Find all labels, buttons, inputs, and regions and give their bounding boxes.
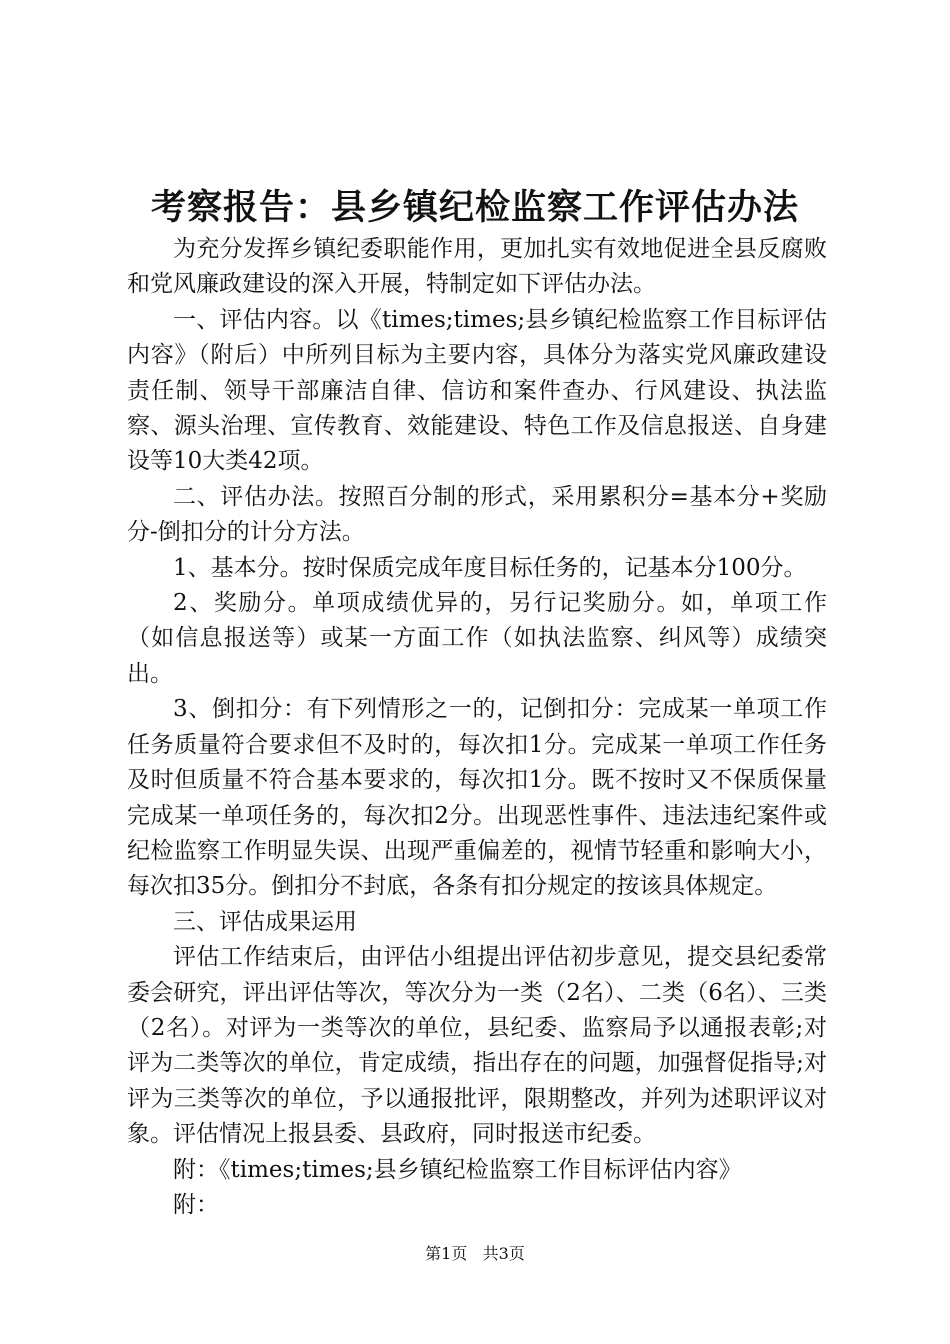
page-total: 共3页 <box>482 1244 525 1263</box>
section-content-paragraph: 一、评估内容。以《times;times;县乡镇纪检监察工作目标评估内容》（附后）中所列目标为主要内容，具体分为落实党风廉政建设责任制、领导干部廉洁自律、信访和案件查办、行风建设、执法监察、源头治理、宣传教育、效能建设、特色工作及信息报送、自身建设等10大类42项。 <box>127 306 827 475</box>
section-results-heading: 三、评估成果运用 <box>173 908 357 935</box>
page-separator <box>472 1244 477 1263</box>
page-number: 第1页 <box>425 1244 468 1263</box>
deduction-score-paragraph: 3、倒扣分：有下列情形之一的，记倒扣分：完成某一单项工作任务质量符合要求但不及时的，每次扣1分。完成某一单项工作任务及时但质量不符合基本要求的，每次扣1分。既不按时又不保质保量完成某一单项任务的，每次扣2分。出现恶性事件、违法违纪案件或纪检监察工作明显失误、出现严重偏差的，视情节轻重和影响大小，每次扣35分。倒扣分不封底，各条有扣分规定的按该具体规定。 <box>127 696 827 900</box>
document-title: 考察报告：县乡镇纪检监察工作评估办法 <box>150 187 799 228</box>
appendix-reference: 附：《times;times;县乡镇纪检监察工作目标评估内容》 <box>173 1156 742 1183</box>
basic-score-paragraph: 1、基本分。按时保质完成年度目标任务的，记基本分100分。 <box>173 554 807 581</box>
section-method-paragraph: 二、评估办法。按照百分制的形式，采用累积分=基本分+奖励分-倒扣分的计分方法。 <box>127 483 827 546</box>
page-footer <box>0 1242 950 1266</box>
intro-paragraph: 为充分发挥乡镇纪委职能作用，更加扎实有效地促进全县反腐败和党风廉政建设的深入开展，特制定如下评估办法。 <box>127 236 827 298</box>
results-paragraph: 评估工作结束后，由评估小组提出评估初步意见，提交县纪委常委会研究，评出评估等次，等次分为一类（2名）、二类（6名）、三类（2名）。对评为一类等次的单位，县纪委、监察局予以通报表彰;对评为二类等次的单位，肯定成绩，指出存在的问题，加强督促指导;对评为三类等次的单位，予以通报批评，限期整改，并列为述职评议对象。评估情况上报县委、县政府，同时报送市纪委。 <box>127 944 827 1148</box>
appendix-label: 附： <box>173 1191 219 1218</box>
document-body <box>127 232 827 1223</box>
bonus-score-paragraph: 2、奖励分。单项成绩优异的，另行记奖励分。如，单项工作（如信息报送等）或某一方面工作（如执法监察、纠风等）成绩突出。 <box>127 590 827 687</box>
